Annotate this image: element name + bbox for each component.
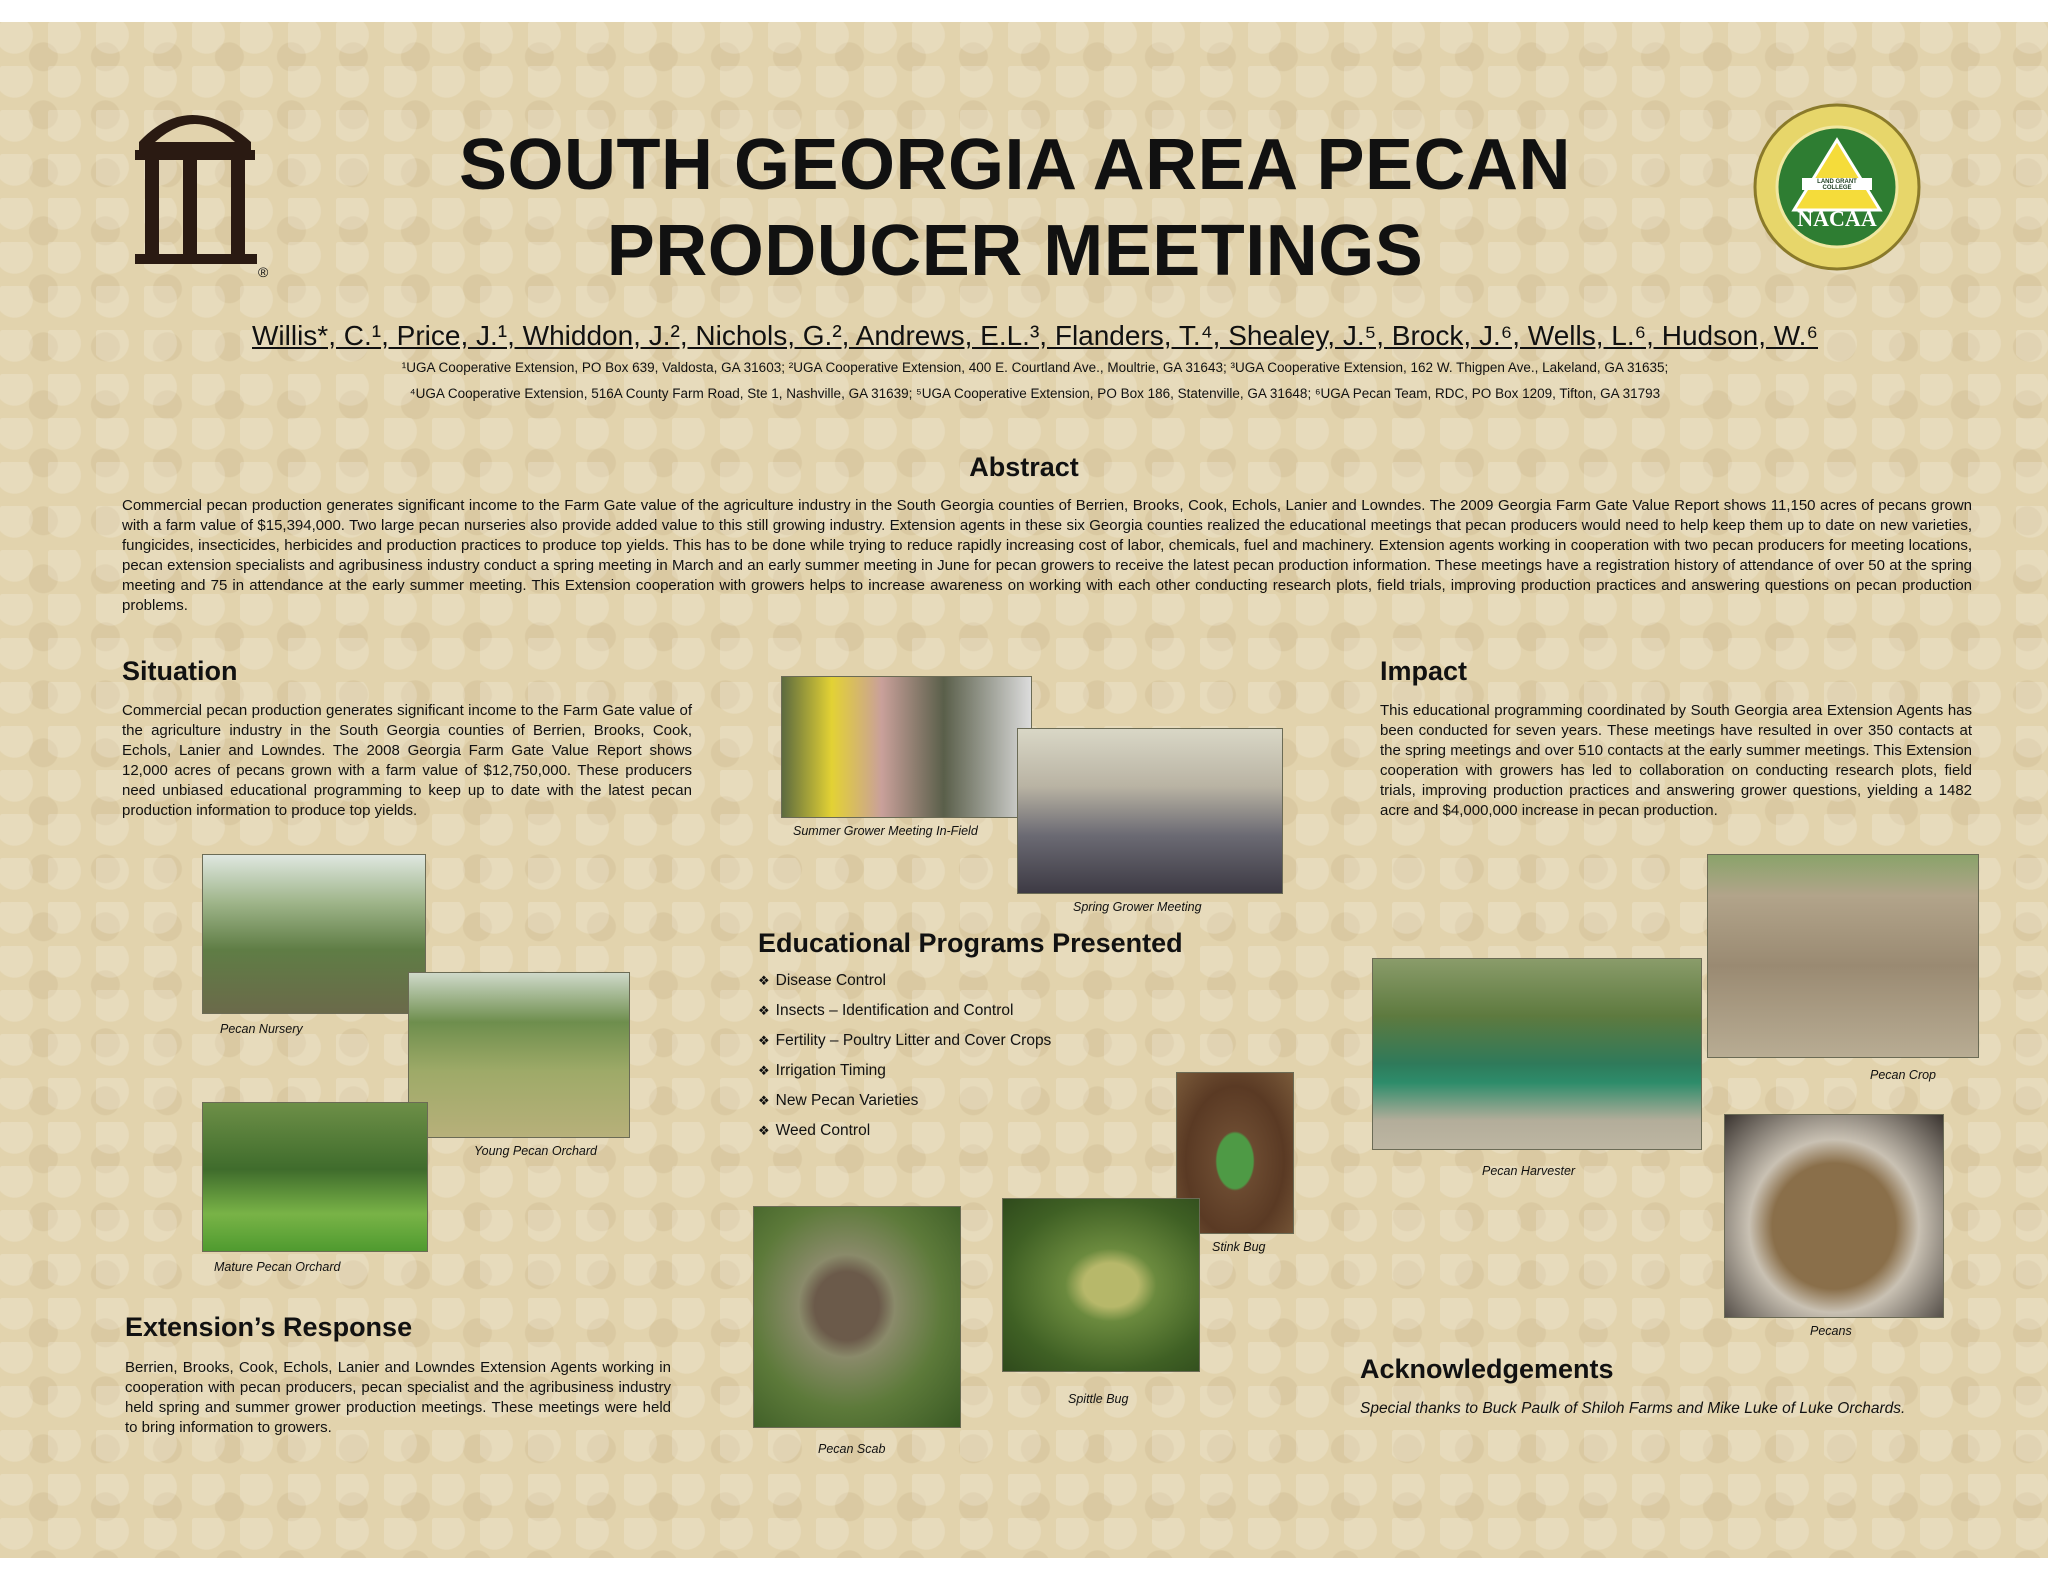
spittle-bug-caption: Spittle Bug <box>1068 1392 1129 1406</box>
poster <box>0 22 2048 1558</box>
impact-heading: Impact <box>1380 656 1468 686</box>
uga-arch-logo <box>135 92 275 282</box>
pecan-crop-caption: Pecan Crop <box>1870 1068 1937 1082</box>
young-orchard-caption: Young Pecan Orchard <box>474 1144 597 1158</box>
programs-heading: Educational Programs Presented <box>758 928 1183 958</box>
nacaa-text: NACAA <box>1797 206 1877 231</box>
acknowledgements-text: Special thanks to Buck Paulk of Shiloh Farms and Mike Luke of Luke Orchards. <box>1360 1400 1906 1417</box>
pecan-nursery-photo <box>202 854 426 1014</box>
mature-orchard-photo <box>202 1102 428 1252</box>
impact-text: This educational programming coordinated by South Georgia area Extension Agents has been conducted for seven years. These meetings have resulted in over 350 contacts at the spring meetings and over 510 contacts at the early summer meetings. This Extension cooperation with growers has led to collaboration on conducting research plots, field trials, improving production practices and answering grower questions, yielding a 1482 acre and $4,000,000 increase in pecan production. <box>1380 702 1972 819</box>
program-item: ❖ Irrigation Timing <box>758 1056 1051 1086</box>
pecan-nursery-caption: Pecan Nursery <box>220 1022 303 1036</box>
affiliations-line-2: ⁴UGA Cooperative Extension, 516A County Farm Road, Ste 1, Nashville, GA 31639; ⁵UGA Cooperative Extension, PO Box 186, Statenville, GA 31648; ⁶UGA Pecan Team, RDC, PO Box 1209, Tifton, GA 31793 <box>409 386 1661 401</box>
young-orchard-photo <box>408 972 630 1138</box>
affiliations-line-1: ¹UGA Cooperative Extension, PO Box 639, Valdosta, GA 31603; ²UGA Cooperative Extension, 400 E. Courtland Ave., Moultrie, GA 31643; ³UGA Cooperative Extension, 162 W. Thigpen Ave., Lakeland, GA 31635; <box>401 360 1669 375</box>
program-item: ❖ New Pecan Varieties <box>758 1086 1051 1116</box>
summer-meeting-caption: Summer Grower Meeting In-Field <box>793 824 978 838</box>
situation-heading: Situation <box>122 656 238 686</box>
program-item: ❖ Weed Control <box>758 1116 1051 1146</box>
title-line-1: SOUTH GEORGIA AREA PECAN <box>458 125 1572 205</box>
situation-text: Commercial pecan production generates significant income to the Farm Gate value of the agriculture industry in the South Georgia counties of Berrien, Brooks, Cook, Echols, Lanier and Lowndes. The 2008 Georgia Farm Gate Value Report shows 12,000 acres of pecans grown with a farm value of $12,750,000. These producers need unbiased educational programming to keep up to date with the latest pecan production information to produce top yields. <box>122 702 692 819</box>
nacaa-logo <box>1752 102 1922 272</box>
pecans-caption: Pecans <box>1810 1324 1852 1338</box>
title-line-2: PRODUCER MEETINGS <box>606 211 1424 291</box>
author-list: Willis*, C.¹, Price, J.¹, Whiddon, J.², Nichols, G.², Andrews, E.L.³, Flanders, T.⁴, Shealey, J.⁵, Brock, J.⁶, Wells, L.⁶, Hudson, W.⁶ <box>252 320 1818 351</box>
pecans-photo <box>1724 1114 1944 1318</box>
stink-bug-caption: Stink Bug <box>1212 1240 1266 1254</box>
pecan-harvester-caption: Pecan Harvester <box>1482 1164 1576 1178</box>
summer-meeting-photo <box>781 676 1032 818</box>
program-item: ❖ Insects – Identification and Control <box>758 996 1051 1026</box>
response-text: Berrien, Brooks, Cook, Echols, Lanier and Lowndes Extension Agents working in cooperation with pecan producers, pecan specialist and the agribusiness industry held spring and summer grower production meetings. These meetings were held to bring information to growers. <box>125 1359 671 1436</box>
spring-meeting-caption: Spring Grower Meeting <box>1073 900 1202 914</box>
spittle-bug-photo <box>1002 1198 1200 1372</box>
abstract-heading: Abstract <box>969 452 1079 482</box>
spring-meeting-photo <box>1017 728 1283 894</box>
pecan-harvester-photo <box>1372 958 1702 1150</box>
registered-mark: ® <box>258 264 269 280</box>
programs-list <box>758 966 1051 1146</box>
nacaa-band-text: LAND GRANT COLLEGE <box>1817 179 1857 191</box>
program-item: ❖ Fertility – Poultry Litter and Cover Crops <box>758 1026 1051 1056</box>
abstract-text: Commercial pecan production generates significant income to the Farm Gate value of the agriculture industry in the South Georgia counties of Berrien, Brooks, Cook, Echols, Lanier and Lowndes. The 2009 Georgia Farm Gate Value Report shows 11,150 acres of pecans grown with a farm value of $15,394,000. Two large pecan nurseries also provide added value to this still growing industry. Extension agents in these six Georgia counties realized the educational meetings that pecan producers would need to help keep them up to date on new varieties, fungicides, insecticides, herbicides and production practices to produce top yields. This has to be done while trying to reduce rapidly increasing cost of labor, chemicals, fuel and machinery. Extension agents working in cooperation with two pecan producers for meeting locations, pecan extension specialists and agribusiness industry conduct a spring meeting in March and an early summer meeting in June for pecan growers to receive the latest pecan production information. These meetings have a registration history of attendance of over 50 at the spring meeting and 75 in attendance at the early summer meeting. This Extension cooperation with growers helps to increase awareness on working with each other conducting research plots, field trials, improving production practices and answering questions on pecan production problems. <box>122 497 1972 614</box>
mature-orchard-caption: Mature Pecan Orchard <box>214 1260 341 1274</box>
pecan-crop-photo <box>1707 854 1979 1058</box>
poster-title <box>360 122 1670 294</box>
response-heading: Extension’s Response <box>125 1312 413 1342</box>
pecan-scab-caption: Pecan Scab <box>818 1442 886 1456</box>
program-item: ❖ Disease Control <box>758 966 1051 996</box>
acknowledgements-heading: Acknowledgements <box>1360 1354 1614 1384</box>
pecan-scab-photo <box>753 1206 961 1428</box>
